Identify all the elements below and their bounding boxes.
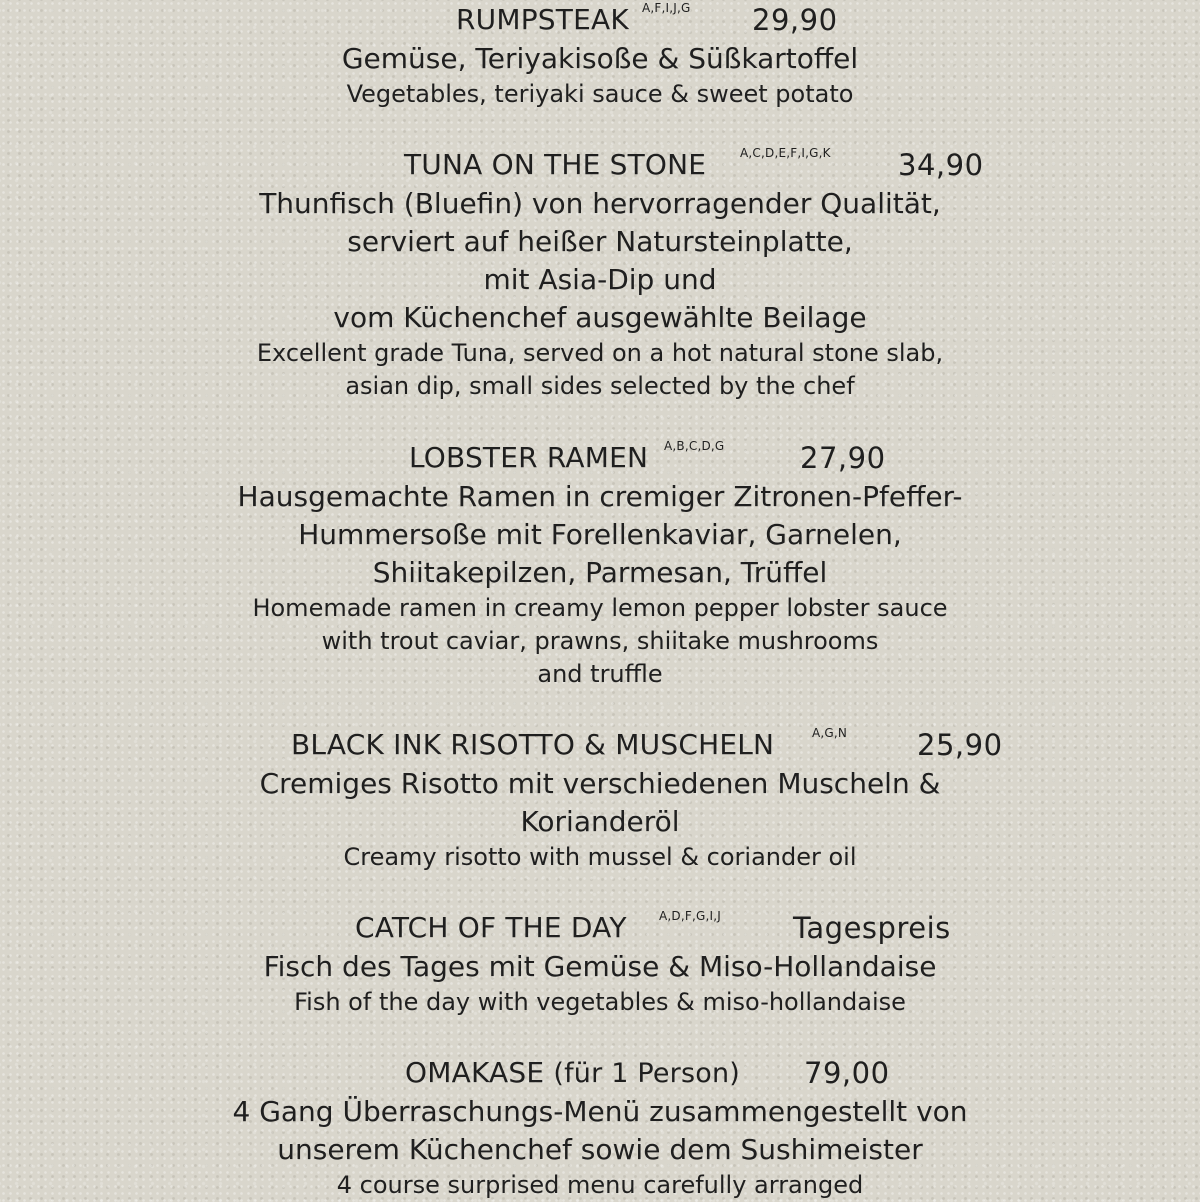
allergen-codes: A,G,N: [812, 726, 848, 740]
menu-item-omakase: [0, 1053, 1200, 1202]
dish-price: 27,90: [800, 441, 886, 475]
description-english: asian dip, small sides selected by the chef: [345, 372, 855, 400]
description-german: Hausgemachte Ramen in cremiger Zitronen-Pfeffer-: [237, 480, 963, 513]
description-english: Creamy risotto with mussel & coriander oil: [343, 843, 857, 871]
description-german: vom Küchenchef ausgewählte Beilage: [333, 301, 867, 334]
description-english: Fish of the day with vegetables & miso-hollandaise: [294, 988, 906, 1016]
dish-price: Tagespreis: [793, 911, 951, 945]
description-german: serviert auf heißer Natursteinplatte,: [347, 225, 853, 258]
dish-title-row: [0, 725, 1200, 765]
dish-name: LOBSTER RAMEN: [409, 441, 649, 474]
dish-name: TUNA ON THE STONE: [404, 148, 707, 181]
description-german: Korianderöl: [520, 805, 680, 838]
description-german: Shiitakepilzen, Parmesan, Trüffel: [372, 556, 828, 589]
dish-name-text: OMAKASE: [405, 1056, 545, 1089]
dish-title-row: [0, 0, 1200, 40]
allergen-codes: A,B,C,D,G: [664, 439, 725, 453]
description-english: 4 course surprised menu carefully arranged: [336, 1171, 864, 1199]
description-german: unserem Küchenchef sowie dem Sushimeister: [277, 1133, 923, 1166]
description-german: mit Asia-Dip und: [483, 263, 717, 296]
dish-serving-note: (für 1 Person): [553, 1058, 741, 1089]
description-english: Vegetables, teriyaki sauce & sweet potato: [346, 80, 854, 108]
description-english: Homemade ramen in creamy lemon pepper lobster sauce: [252, 594, 948, 622]
dish-title-row: [0, 908, 1200, 948]
dish-price: 34,90: [898, 148, 984, 182]
dish-title-row: [0, 145, 1200, 185]
dish-name: RUMPSTEAK: [456, 3, 629, 36]
description-english: Excellent grade Tuna, served on a hot natural stone slab,: [256, 339, 944, 367]
dish-price: 29,90: [752, 3, 838, 37]
menu-item-black-ink-risotto: [0, 725, 1200, 874]
dish-price: 25,90: [917, 728, 1003, 762]
menu-item-lobster-ramen: [0, 438, 1200, 691]
menu-item-tuna-on-the-stone: [0, 145, 1200, 403]
dish-name: CATCH OF THE DAY: [355, 911, 627, 944]
menu-item-catch-of-the-day: [0, 908, 1200, 1019]
description-german: Thunfisch (Bluefin) von hervorragender Qualität,: [259, 187, 941, 220]
dish-name: BLACK INK RISOTTO & MUSCHELN: [291, 728, 775, 761]
dish-price: 79,00: [804, 1056, 890, 1090]
description-english: with trout caviar, prawns, shiitake mushrooms: [321, 627, 879, 655]
menu-item-rumpsteak: [0, 0, 1200, 111]
allergen-codes: A,D,F,G,I,J: [659, 909, 722, 923]
dish-title-row: [0, 438, 1200, 478]
allergen-codes: A,F,I,J,G: [642, 1, 691, 15]
description-german: Gemüse, Teriyakisoße & Süßkartoffel: [341, 42, 859, 75]
description-german: 4 Gang Überraschungs-Menü zusammengestellt von: [232, 1095, 968, 1128]
description-german: Hummersoße mit Forellenkaviar, Garnelen,: [298, 518, 902, 551]
dish-name: [405, 1053, 740, 1094]
description-german: Cremiges Risotto mit verschiedenen Muscheln &: [259, 767, 941, 800]
allergen-codes: A,C,D,E,F,I,G,K: [740, 146, 831, 160]
description-german: Fisch des Tages mit Gemüse & Miso-Hollandaise: [263, 950, 937, 983]
description-english: and truffle: [537, 660, 663, 688]
dish-title-row: [0, 1053, 1200, 1093]
